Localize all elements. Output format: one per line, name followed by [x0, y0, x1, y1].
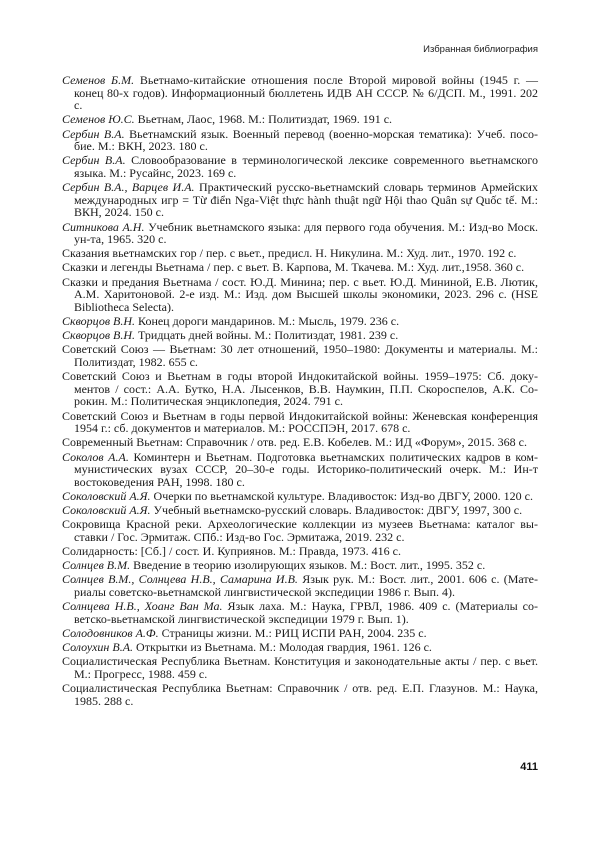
- bibliography-entry: [62, 370, 538, 408]
- bibliography-entry: [62, 641, 538, 654]
- entry-author: Семенов Б.М.: [62, 73, 135, 87]
- entry-text: Учебный вьетнамско-русский словарь. Владивосток: ДВГУ, 1997, 300 с.: [153, 503, 523, 518]
- bibliography-list: [62, 74, 538, 709]
- bibliography-entry: [62, 329, 538, 342]
- bibliography-entry: [62, 573, 538, 598]
- bibliography-entry: [62, 247, 538, 260]
- bibliography-entry: [62, 545, 538, 558]
- bibliography-entry: [62, 559, 538, 572]
- entry-author: Соколов А.А.: [62, 449, 129, 464]
- bibliography-entry: [62, 518, 538, 543]
- entry-text: Сказания вьетнамских гор / пер. с вьет., предисл. Н. Никулина. М.: Худ. лит., 1970. 192 с.: [62, 246, 517, 261]
- bibliography-entry: [62, 261, 538, 274]
- entry-author: Сербин В.А.: [62, 153, 126, 168]
- entry-text: Социалистическая Республика Вьетнам: Справочник / отв. ред. Е.П. Глазунов. М.: Наука, 1985. 288 с.: [62, 681, 538, 708]
- bibliography-entry: [62, 451, 538, 489]
- entry-text: Советский Союз и Вьетнам в годы второй Индокитайской войны. 1959–1975: Сб. документов / сост.: А.А. Бутко, Н.А. Лысенков, В.В. Наумкин, П.П. Скороспелов, А.К. Сорокин. М.: Политическая энциклопедия, 2024. 791 с.: [62, 369, 538, 409]
- entry-text: Сокровища Красной реки. Археологические коллекции из музеев Вьетнама: каталог выставки / Гос. Эрмитаж. СПб.: Изд-во Гос. Эрмитажа, 2019. 232 с.: [62, 517, 538, 544]
- bibliography-entry: [62, 682, 538, 707]
- entry-author: Солнцев В.М.: [62, 558, 131, 573]
- entry-author: Соколовский А.Я.: [62, 488, 151, 503]
- entry-text: Социалистическая Республика Вьетнам. Конституция и законодательные акты / пер. с вьет. М.: Прогресс, 1988. 459 с.: [62, 654, 538, 681]
- bibliography-entry: [62, 113, 538, 126]
- bibliography-entry: [62, 490, 538, 503]
- entry-author: Солнцев В.М., Солнцева Н.В., Самарина И.В.: [62, 572, 298, 587]
- entry-text: Тридцать дней войны. М.: Политиздат, 1981. 239 с.: [138, 328, 399, 343]
- entry-text: Язык рук. М.: Вост. лит., 2001. 606 с. (Материалы советско-вьетнамской лингвистической экспедиции 1986 г. Вып. 4).: [74, 572, 539, 600]
- entry-text: Учебник вьетнамского языка: для первого года обучения. М.: Изд-во Моск. ун-та, 1965. 320 с.: [74, 219, 539, 247]
- entry-text: Очерки по вьетнамской культуре. Владивосток: Изд-во ДВГУ, 2000. 120 с.: [153, 488, 533, 503]
- bibliography-entry: [62, 154, 538, 179]
- entry-text: Открытки из Вьетнама. М.: Молодая гвардия, 1961. 126 с.: [136, 640, 432, 655]
- entry-text: Вьетнамо-китайские отношения после Второй мировой войны (1945 г. — конец 80-х годов). Информационный бюллетень ИДВ АН СССР. № 6/ДСП. М., 1991. 202 с.: [74, 73, 538, 113]
- bibliography-entry: [62, 343, 538, 368]
- bibliography-entry: [62, 128, 538, 153]
- running-head: Избранная библиография: [423, 44, 538, 55]
- entry-text: Советский Союз — Вьетнам: 30 лет отношений, 1950–1980: Документы и материалы. М.: Политиздат, 1982. 655 с.: [62, 342, 538, 369]
- entry-text: Советский Союз и Вьетнам в годы первой Индокитайской войны: Женевская конференция 1954 г.: сб. документов и материалов. М.: РОССПЭН, 2017. 678 с.: [62, 408, 538, 436]
- bibliography-entry: [62, 74, 538, 112]
- entry-text: Солидарность: [Сб.] / сост. И. Куприянов. М.: Правда, 1973. 416 с.: [62, 544, 401, 559]
- entry-text: Конец дороги мандаринов. М.: Мысль, 1979. 236 с.: [138, 314, 400, 329]
- bibliography-entry: [62, 655, 538, 680]
- bibliography-entry: [62, 436, 538, 449]
- entry-author: Скворцов В.Н.: [62, 314, 136, 329]
- entry-author: Ситникова А.Н.: [62, 219, 145, 234]
- bibliography-entry: [62, 315, 538, 328]
- entry-text: Сказки и предания Вьетнама / сост. Ю.Д. Минина; пер. с вьет. Ю.Д. Мининой, Е.В. Лютик, А.М. Харитоновой. 2-е изд. М.: Изд. дом Высшей школы экономики, 2023. 296 с. (HSE Bibliotheca Selecta).: [62, 274, 538, 314]
- bibliography-entry: [62, 504, 538, 517]
- entry-text: Коминтерн и Вьетнам. Подготовка вьетнамских политических кадров в коммунистических вузах СССР, 20–30-е годы. Историко-политический очерк. М.: Ин-т востоковедения РАН, 1998. 180 с.: [74, 449, 538, 489]
- page-number: 411: [520, 761, 538, 773]
- entry-text: Практический русско-вьетнамский словарь терминов Армейских международных игр = Từ điển Nga-Việt thực hành thuật ngữ Hội thao Quân sự Quốc tế. М.: ВКН, 2024. 150 с.: [74, 180, 538, 220]
- bibliography-entry: [62, 627, 538, 640]
- bibliography-entry: [62, 221, 538, 246]
- bibliography-entry: [62, 410, 538, 435]
- entry-text: Страницы жизни. М.: РИЦ ИСПИ РАН, 2004. 235 с.: [161, 626, 427, 640]
- bibliography-entry: [62, 276, 538, 314]
- entry-author: Скворцов В.Н.: [62, 328, 136, 343]
- entry-author: Соколовский А.Я.: [62, 503, 151, 518]
- bibliography-entry: [62, 600, 538, 625]
- entry-author: Солнцева Н.В., Хоанг Ван Ма.: [62, 599, 223, 614]
- entry-text: Сказки и легенды Вьетнама / пер. с вьет. В. Карпова, М. Ткачева. М.: Худ. лит.,1958. 360 с.: [62, 260, 525, 275]
- entry-author: Сербин В.А., Варцев И.А.: [62, 180, 195, 195]
- entry-author: Солоухин В.А.: [62, 640, 134, 655]
- entry-author: Солодовников А.Ф.: [62, 626, 159, 640]
- entry-text: Словообразование в терминологической лексике современного вьетнамского языка. М.: Русайнс, 2023. 169 с.: [74, 153, 539, 180]
- entry-text: Язык лаха. М.: Наука, ГРВЛ, 1986. 409 с. (Материалы советско-вьетнамской лингвистической экспедиции 1979 г. Вып. 1).: [74, 599, 539, 626]
- entry-text: Современный Вьетнам: Справочник / отв. ред. Е.В. Кобелев. М.: ИД «Форум», 2015. 368 с.: [62, 435, 527, 450]
- entry-text: Вьетнамский язык. Военный перевод (военно-морская тематика): Учеб. пособие. М.: ВКН, 2023. 180 с.: [74, 126, 538, 154]
- entry-text: Вьетнам, Лаос, 1968. М.: Политиздат, 1969. 191 с.: [137, 112, 393, 127]
- entry-text: Введение в теорию изолирующих языков. М.: Вост. лит., 1995. 352 с.: [133, 558, 486, 573]
- entry-author: Семенов Ю.С.: [62, 112, 135, 127]
- entry-author: Сербин В.А.: [62, 126, 125, 141]
- bibliography-entry: [62, 181, 538, 219]
